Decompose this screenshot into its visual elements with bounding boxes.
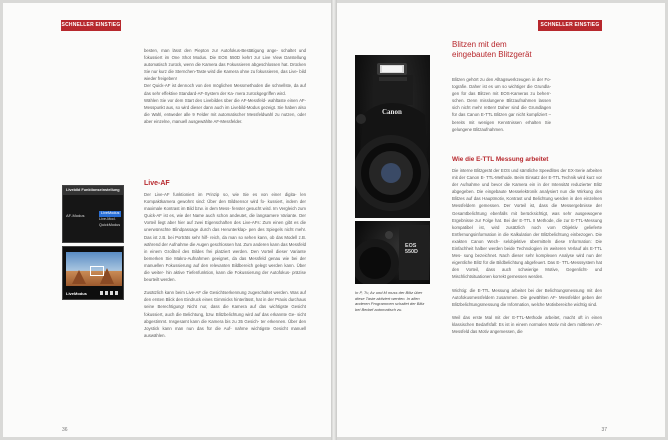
live-mode-label: LiveModus (66, 291, 87, 296)
section-tag: SCHNELLER EINSTIEG (61, 20, 121, 31)
camera-illustration (355, 55, 430, 218)
page-number: 37 (601, 427, 607, 433)
paragraph: Wählen Sie vor dem Start des Livebildes über die AF-Messfeld- wahltaste einen AF-Messpunkt aus, so wird dieser dann auch im Livebild-Modus gezeigt. Sie haben also die Wahl, entweder alle 9 Felder mit automatischer Messfeldwahl zu nutzen, oder aber einzelne, manuell ausgewählte AF-Messfelder. (144, 97, 306, 124)
intro-text (144, 47, 306, 167)
menu-title: Livebild Funktionseinstellung (63, 186, 123, 195)
menu-option: QuickModus (99, 223, 121, 227)
page-number: 36 (62, 427, 68, 433)
landscape-image (66, 252, 122, 286)
camera-button-photo (355, 221, 430, 284)
section-tag: SCHNELLER EINSTIEG (538, 20, 602, 31)
af-frame-icon (90, 266, 104, 276)
flash-heading: Blitzen mit dem eingebauten Blitzgerät (452, 40, 532, 59)
live-af-heading: Live-AF (144, 180, 170, 187)
left-page (3, 3, 331, 437)
paragraph: Wichtig: die E-TTL Messung arbeitet bei der Belichtungsmessung mit den Autofokusmessfeldern zusammen. Die gewählten AF- Messfelder geben der Blitzbelichtungsmessung die Information, welche Motivbereiche wichtig sind. (452, 287, 602, 307)
paragraph: besten, man lässt den Piepton zur Autofokus-Bestätigung ange- schaltet und fokussiert im One Shot Modus. Die EOS 550D kehrt zur Live View Darstellung automatisch zurück, wenn die Kamera das Fokussieren abgeschlossen hat. Drücken Sie nur kurz die Sternchen-Taste wird die Kamera ohne zu fokussieren, das Live- bild wieder freigeben! (144, 48, 306, 82)
af-mode-label: AF-Modus (66, 213, 85, 218)
right-page (337, 3, 665, 437)
paragraph: Der Live-AF funktioniert im Prinzip so, wie Sie es von einer digita- len Kompaktkamera gewohnt sind: Über den Bildsensor wird fo- kussiert, indem der maximale Kontrast im Bild bzw. in dem Mess- fenster gesucht wird. Im Vergleich zum Quick-AF ist es, wie der Name auch schon andeutet, die langsamere Variante. Der Vorteil liegt aber hier auf zwei Eigenschaften des Live-AFs: Zum einen gibt es die unerwünschte Blindpassage durch das Herunterklap- pen des Spiegels nicht mehr. Das ist z.B. bei Porträts sehr hilf- reich, da man so sehen kann, ob das Modell z.B. während der Aufnahme die Augen geschlossen hat. Zum anderen kann das Messfeld in einem Großteil des Bildes frei platziert werden. Den Vorteil dieser Variante bemerken Sie Makro-Aufnahmen geeignet, da das Messfeld genau wie bei der manuellen Fokussierung auf den relevanten Bildbereich gelegt werden kann. Über die weiter- hin aktive Tiefenfunktion, kann die Fokussierung der Autofokus- präzise beurteilt werden. (144, 192, 306, 283)
menu-screen (62, 185, 124, 243)
menu-option: Live-Mod. (99, 217, 116, 221)
live-af-text (144, 191, 306, 423)
paragraph: Zusätzlich kann beim Live-AF die Gesichtserkennung zugeschaltet werden. Was auf den ersten Blick den Eindruck eines Gimmicks hinterlässt, hat in der Praxis durchaus seine Berechtigung! Nicht nur, dass die Kamera auf das wichtigste Gesicht fokussiert, auch die Belichtung, bzw. Blitzbelichtung wird auf das erkannte Ge- sicht abgestimmt. Insgesamt kann die Kamera bis zu 35 Gesich- ter erkennen. Über den Joystick kann man nun das für die Auf- nahme wichtigste Gesicht manuell auswählen. (144, 290, 306, 338)
paragraph: Die interne Blitzgerät der EOS und sämtliche Speedlites der EX-Serie arbeiten mit der Canon E- TTL-Methode. Beim Einsatz der E-TTL Technik wird kurz vor der Aufnahme und bevor die Kamera ein in der Intensität reduzierter Blitz abgegeben. Die eingebaute Messelektronik analysiert nun die Wirkung des Blitzes auf das Hauptmotiv, Kontrast und Belichtung werden in den einzelnen Messfeldern gemessen. Der Vorteil ist, dass die Messergebnisse der Gesamtbelichtung ebenfalls mit berücksichtigt, was sehr ausgewogene Ergebnisse zur Folge hat. Bei der E-TTL II Methode, die zur E-TTL-Messung kompatibel ist, wird zusätzlich noch vom Objektiv gelieferte Entfernungsinformation in die Kalkulation der Blitzbelichtung einbezogen. Die exakten Canon Wech- selobjektive übermitteln diese Information: Die Einfachheit halber werden beide Technologien im weiteren Verlauf als E-TTL Mes- sung bezeichnet. Nach dieser sehr komplexen Analyse wird nun der eigentliche Blitz für die Bildbelichtung abgefeuert. Das E- TTL-Messsystem hat den Vorteil, dass auch schwierige Motive, Gegenlicht- und Mischlichtsituationen korrekt gemessen werden. (452, 168, 602, 280)
camera-flash-photo (355, 55, 430, 218)
ettl-heading: Wie die E-TTL Messung arbeitet (452, 156, 549, 163)
camera-model: EOS 550D (405, 243, 418, 255)
status-icons (100, 291, 120, 295)
live-view-screen (62, 246, 124, 300)
camera-menu-figure (62, 185, 124, 299)
paragraph: Der Quick-AF ist dennoch von den möglichen Messmethoden die schnellste, da auf das sehr effektive Standard-AF-System der Ka- mera zurückgegriffen wird. (144, 83, 306, 96)
ettl-text (452, 167, 602, 429)
camera-brand: Canon (382, 108, 402, 116)
menu-option: LiveModus (101, 211, 120, 215)
flash-text: Blitzen gehört zu den Alltagswerkzeugen in der Fo- tografie. Daher ist es um so wichtiger die Grundla- gen für das Blitzen mit EOS-Kameras zu beherr- schen. Denn misslungene Blitzaufnahmen lassen sich nicht mehr retten! Daher sind die Grundlagen für das Canon E-TTL Blitzen gar nicht kompliziert – bereits mit wenigen Kenntnissen erhalten Sie gelungene Blitzaufnahmen. (452, 77, 551, 132)
paragraph: Weil das erste Mal mit der E-TTL-Methode arbeitet, macht oft in einen klassischen Bedarfsfall: Es ist in einem normalen Motiv mit dem mittleren AF-Messfeld das Motiv angemessen, die (452, 314, 602, 334)
photo-caption: In P, Tv, Av und M muss der Blitz über diese Taste aktiviert werden. In allen anderen Programmen schaltet der Blitz bei Bedarf automatisch zu. (355, 290, 425, 312)
